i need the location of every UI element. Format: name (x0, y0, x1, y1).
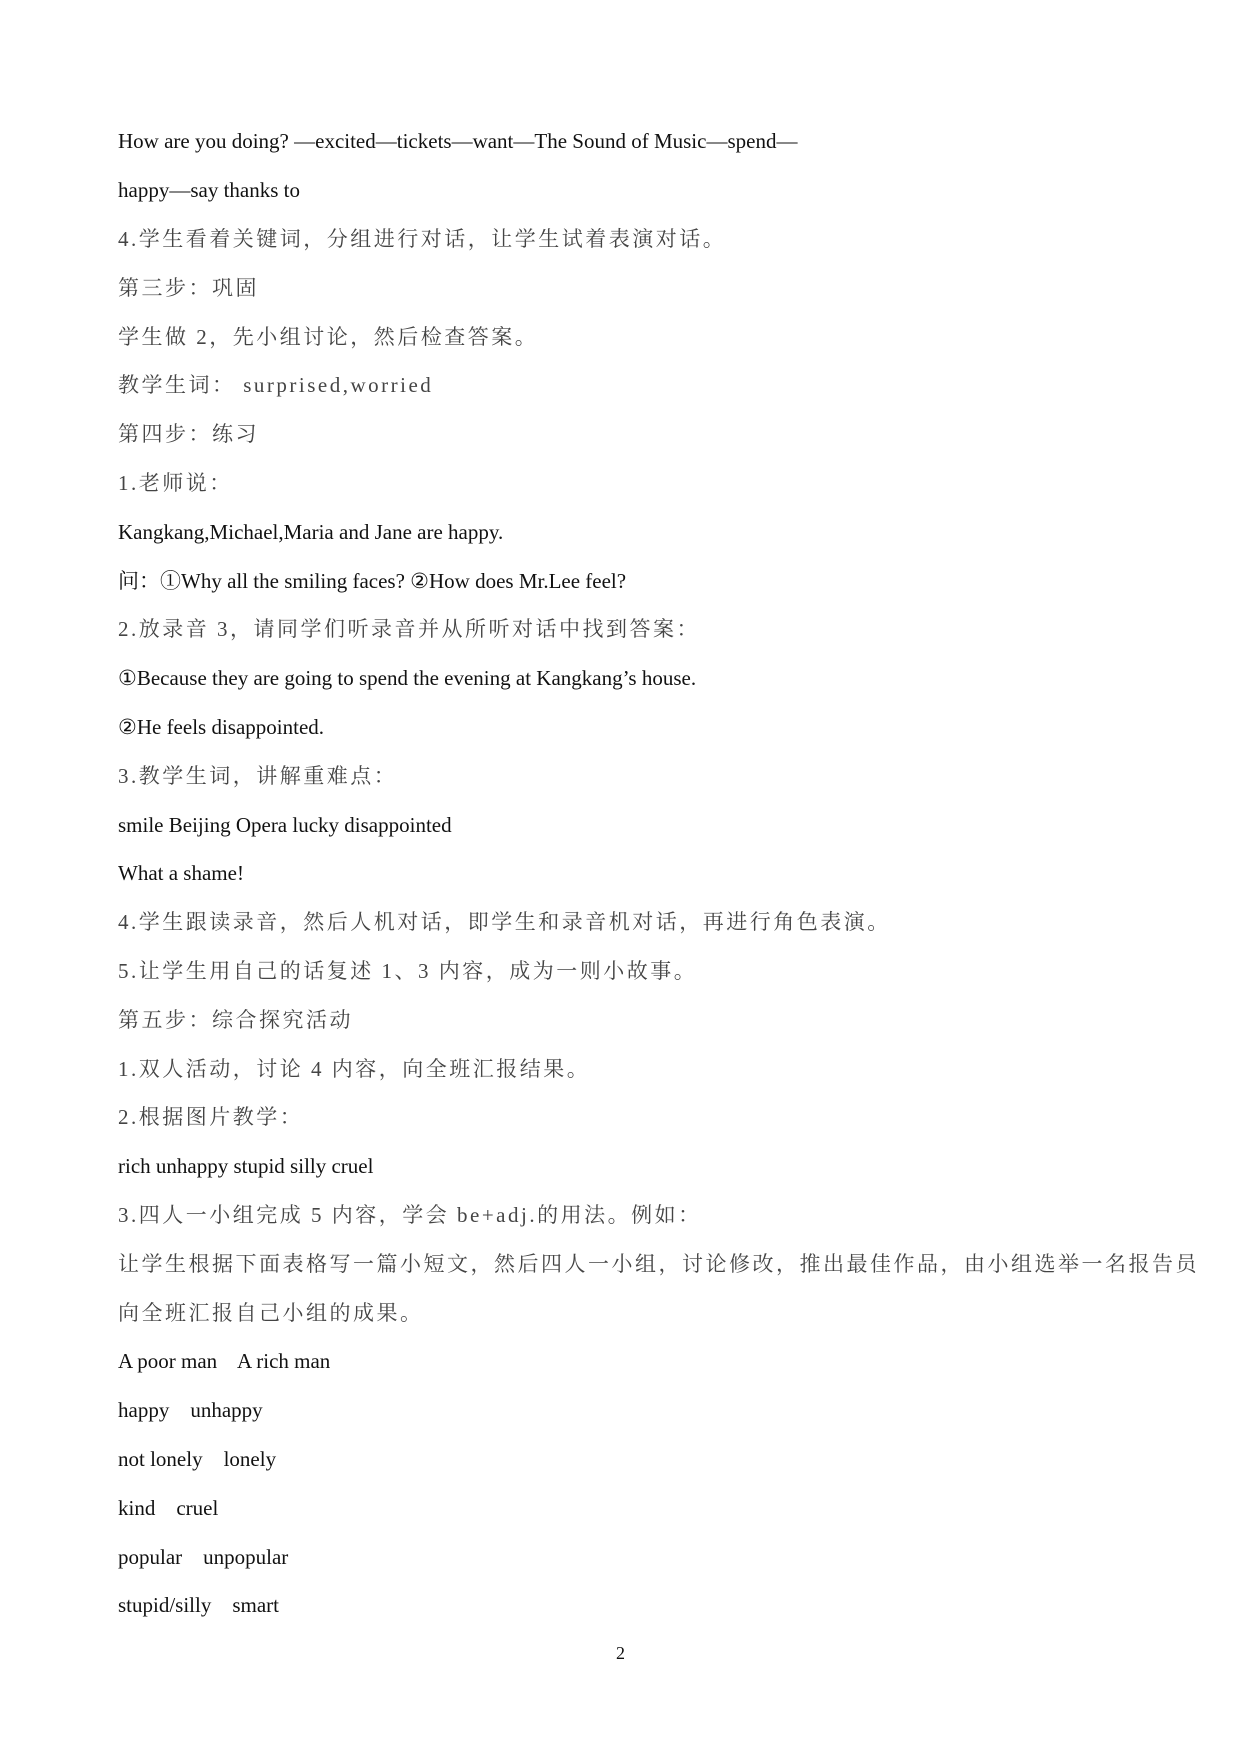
text-line-group-task: 3.四人一小组完成 5 内容，学会 be+adj.的用法。例如： (118, 1203, 702, 1227)
table-row-lonely: not lonely lonely (118, 1447, 277, 1471)
text-line-vocab-1: 教学生词： surprised,worried (118, 373, 434, 397)
text-line-keywords-2: happy—say thanks to (118, 178, 300, 202)
text-line-vocab-2: 3.教学生词，讲解重难点： (118, 764, 398, 788)
section-heading-step3: 第三步：巩固 (118, 276, 259, 300)
text-line-picture-teaching: 2.根据图片教学： (118, 1105, 304, 1129)
text-line-what-a-shame: What a shame! (118, 861, 244, 885)
text-line-teacher-says: 1.老师说： (118, 471, 233, 495)
text-line-happy-sentence: Kangkang,Michael,Maria and Jane are happy. (118, 520, 504, 544)
text-line-writing-task-1: 让学生根据下面表格写一篇小短文，然后四人一小组，讨论修改，推出最佳作品，由小组选举一名报告员 (118, 1252, 1199, 1276)
section-heading-step4: 第四步：练习 (118, 422, 259, 446)
table-row-popular: popular unpopular (118, 1545, 289, 1569)
table-row-happy: happy unhappy (118, 1398, 263, 1422)
text-line-vocab-words: smile Beijing Opera lucky disappointed (118, 813, 452, 837)
text-line-answer-2: ②He feels disappointed. (118, 715, 325, 739)
section-heading-step5: 第五步：综合探究活动 (118, 1008, 353, 1032)
text-line-answer-1: ①Because they are going to spend the evening at Kangkang’s house. (118, 666, 697, 690)
text-line-questions: 问：①Why all the smiling faces? ②How does Mr.Lee feel? (118, 569, 627, 593)
text-line-keywords-1: How are you doing? —excited—tickets—want—The Sound of Music—spend— (118, 129, 798, 153)
text-line-recording: 2.放录音 3，请同学们听录音并从所听对话中找到答案： (118, 617, 700, 641)
text-line-read-along: 4.学生跟读录音，然后人机对话，即学生和录音机对话，再进行角色表演。 (118, 910, 891, 934)
text-line-adjectives: rich unhappy stupid silly cruel (118, 1154, 374, 1178)
page-number: 2 (616, 1643, 625, 1663)
text-line-step-4: 4.学生看着关键词，分组进行对话，让学生试着表演对话。 (118, 227, 727, 251)
table-row-header: A poor man A rich man (118, 1349, 331, 1373)
text-line-exercise-2: 学生做 2，先小组讨论，然后检查答案。 (118, 325, 539, 349)
text-line-pair-activity: 1.双人活动，讨论 4 内容，向全班汇报结果。 (118, 1057, 591, 1081)
text-line-retell: 5.让学生用自己的话复述 1、3 内容，成为一则小故事。 (118, 959, 698, 983)
table-row-kind: kind cruel (118, 1496, 219, 1520)
text-line-writing-task-2: 向全班汇报自己小组的成果。 (118, 1301, 424, 1325)
table-row-smart: stupid/silly smart (118, 1593, 280, 1617)
